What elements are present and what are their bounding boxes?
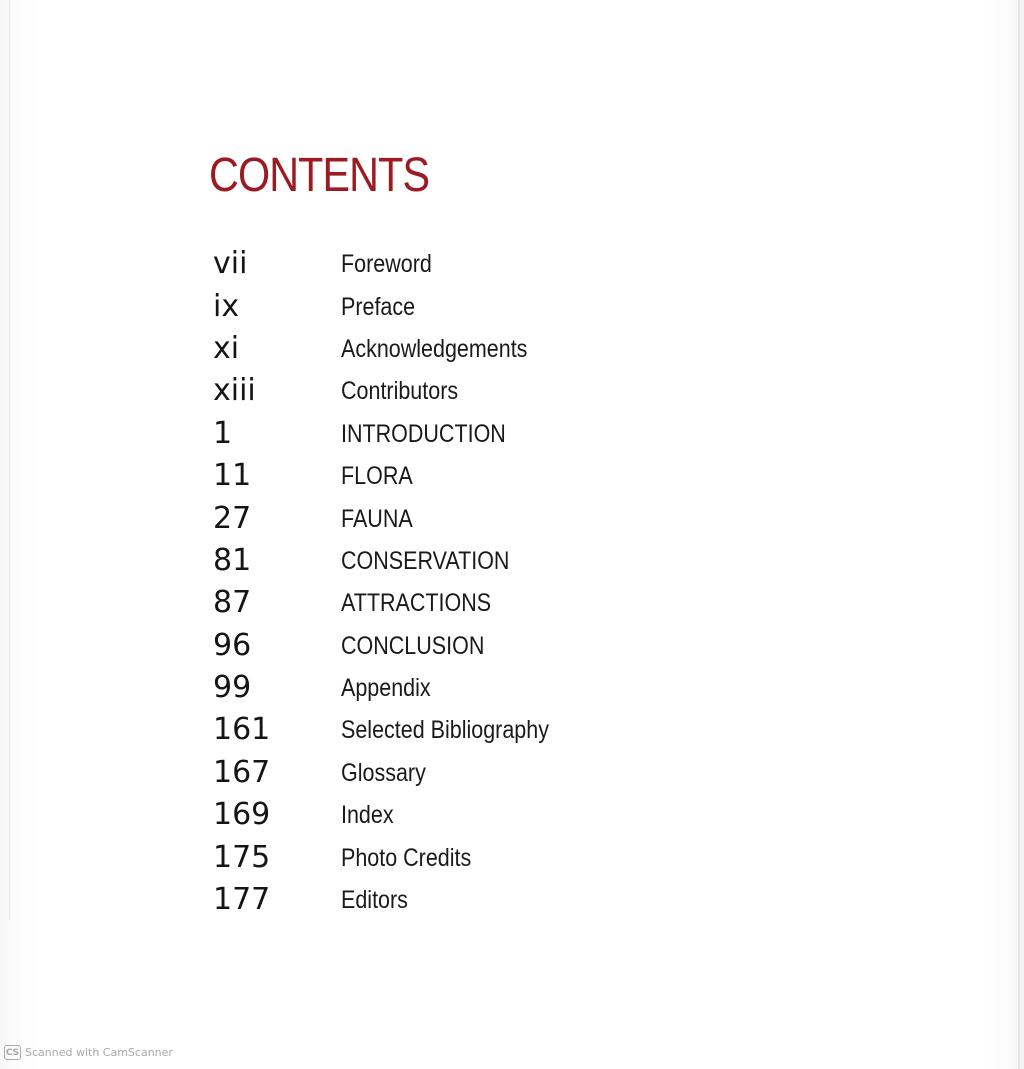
toc-row	[213, 497, 713, 539]
toc-page-number: 161	[213, 712, 271, 748]
toc-entry-label: Glossary	[341, 758, 426, 787]
toc-row	[213, 243, 713, 285]
toc-page-number: 11	[213, 458, 252, 494]
toc-row	[213, 625, 713, 667]
camscanner-watermark	[4, 1045, 173, 1060]
toc-entry-label: Appendix	[341, 674, 431, 703]
toc-entry-label: Preface	[341, 292, 416, 321]
toc-page-number: ix	[213, 288, 240, 324]
toc-page-number: 96	[213, 627, 252, 663]
toc-entry-label: CONSERVATION	[341, 546, 510, 575]
toc-entry-label: FLORA	[341, 462, 413, 491]
toc-page-number: 87	[213, 585, 252, 621]
toc-entry-label: Acknowledgements	[341, 334, 528, 363]
toc-page-number: 27	[213, 500, 252, 536]
toc-entry-label: Editors	[341, 886, 408, 915]
toc-row	[213, 328, 713, 370]
toc-row	[213, 413, 713, 455]
toc-page-number: xi	[213, 330, 240, 366]
toc-page-number: xiii	[213, 373, 256, 409]
toc-row	[213, 285, 713, 327]
toc-entry-label: ATTRACTIONS	[341, 589, 492, 618]
toc-row	[213, 582, 713, 624]
toc-row	[213, 709, 713, 751]
toc-entry-label: Selected Bibliography	[341, 716, 549, 745]
page-edge-left	[9, 0, 10, 920]
toc-entry-label: Photo Credits	[341, 843, 472, 872]
toc-page-number: 175	[213, 839, 271, 875]
toc-page-number: 81	[213, 542, 252, 578]
camscanner-logo-icon: CS	[4, 1045, 21, 1060]
toc-row	[213, 455, 713, 497]
contents-title: CONTENTS	[209, 149, 430, 202]
toc-row	[213, 370, 713, 412]
toc-entry-label: FAUNA	[341, 504, 413, 533]
toc-row	[213, 540, 713, 582]
toc-entry-label: Index	[341, 801, 394, 830]
page-edge-right	[1018, 0, 1020, 1069]
toc-page-number: vii	[213, 246, 248, 282]
toc-row	[213, 836, 713, 878]
toc-row	[213, 752, 713, 794]
toc-page-number: 167	[213, 754, 271, 790]
toc-row	[213, 794, 713, 836]
toc-entry-label: CONCLUSION	[341, 631, 485, 660]
toc-entry-label: Foreword	[341, 250, 432, 279]
toc-entry-label: INTRODUCTION	[341, 419, 506, 448]
toc-page-number: 1	[213, 415, 233, 451]
toc-page-number: 177	[213, 882, 271, 918]
watermark-text: Scanned with CamScanner	[25, 1046, 173, 1059]
toc-page-number: 169	[213, 797, 271, 833]
toc-entry-label: Contributors	[341, 377, 459, 406]
toc-row	[213, 667, 713, 709]
toc-page-number: 99	[213, 670, 252, 706]
table-of-contents	[213, 243, 713, 921]
toc-row	[213, 879, 713, 921]
